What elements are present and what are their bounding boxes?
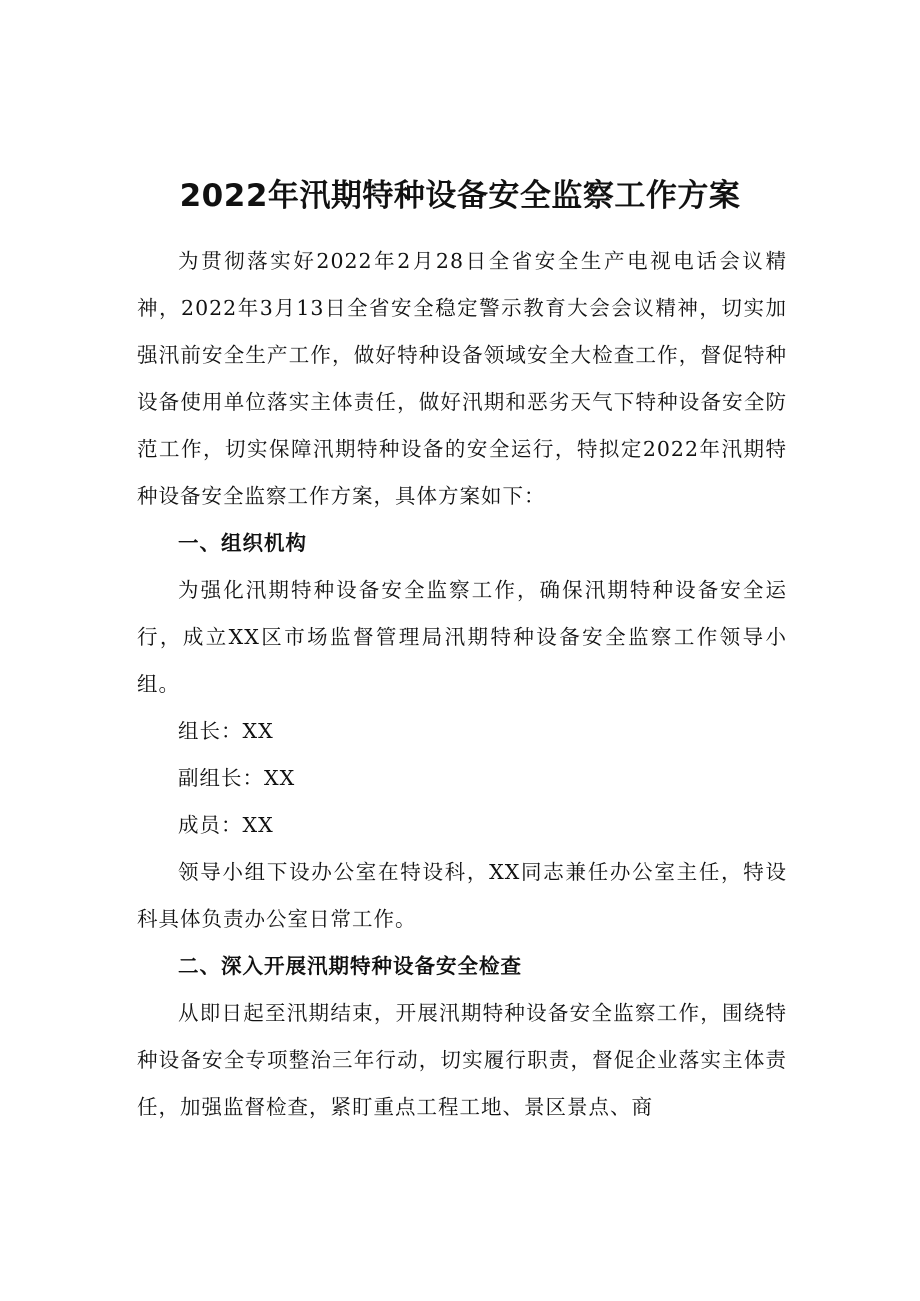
leader-line: 组长：XX [178,719,274,743]
intro-paragraph: 为贯彻落实好2022年2月28日全省安全生产电视电话会议精神，2022年3月13日全省安全稳定警示教育大会会议精神，切实加强汛前安全生产工作，做好特种设备领域安全大检查工作，督促特种设备使用单位落实主体责任，做好汛期和恶劣天气下特种设备安全防范工作，切实保障汛期特种设备的安全运行，特拟定2022年汛期特种设备安全监察工作方案，具体方案如下： [137,249,787,508]
section-heading-organization: 一、组织机构 [178,531,307,555]
members-line: 成员：XX [178,813,274,837]
office-paragraph: 领导小组下设办公室在特设科，XX同志兼任办公室主任，特设科具体负责办公室日常工作。 [137,860,787,931]
deputy-leader-line: 副组长：XX [178,766,296,790]
section-heading-inspection: 二、深入开展汛期特种设备安全检查 [178,954,522,978]
organization-paragraph: 为强化汛期特种设备安全监察工作，确保汛期特种设备安全运行，成立XX区市场监督管理局汛期特种设备安全监察工作领导小组。 [137,578,787,696]
document-title: 2022年汛期特种设备安全监察工作方案 [179,178,741,214]
inspection-paragraph: 从即日起至汛期结束，开展汛期特种设备安全监察工作，围绕特种设备安全专项整治三年行动，切实履行职责，督促企业落实主体责任，加强监督检查，紧盯重点工程工地、景区景点、商 [137,1001,787,1119]
document-body [137,238,787,1131]
